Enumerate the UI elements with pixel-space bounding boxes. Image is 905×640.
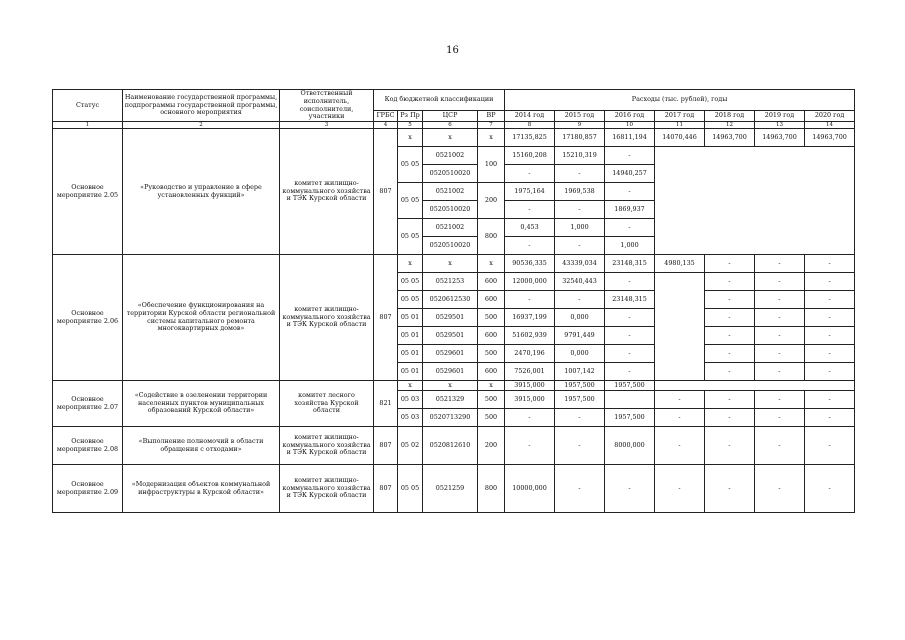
value-cell: - [605, 327, 655, 345]
vr-cell: 600 [478, 273, 505, 291]
header-status: Статус [53, 90, 123, 122]
value-cell: 15210,319 [555, 147, 605, 165]
value-cell: - [805, 465, 855, 513]
value-cell: 1975,164 [505, 183, 555, 201]
header-year: 2014 год [505, 111, 555, 122]
value-cell: - [555, 201, 605, 219]
value-cell: 90536,335 [505, 255, 555, 273]
value-cell: 23148,315 [605, 291, 655, 309]
value-cell: - [705, 465, 755, 513]
value-cell: - [655, 391, 705, 409]
value-cell: 1869,937 [605, 201, 655, 219]
value-cell: - [755, 273, 805, 291]
value-cell: 32540,443 [555, 273, 605, 291]
col-number: 2 [123, 122, 280, 129]
header-year: 2017 год [655, 111, 705, 122]
empty-cell [655, 381, 855, 391]
csr-cell: 0520510020 [423, 201, 478, 219]
value-cell: - [805, 363, 855, 381]
header-responsible: Ответственный исполнитель, соисполнители, участники [280, 90, 374, 122]
value-cell: - [805, 291, 855, 309]
grbs-cell: 807 [374, 427, 398, 465]
value-cell: 16937,199 [505, 309, 555, 327]
value-cell: - [605, 465, 655, 513]
value-cell: - [605, 309, 655, 327]
value-cell: - [605, 219, 655, 237]
value-cell: - [705, 291, 755, 309]
value-cell: 23148,315 [605, 255, 655, 273]
header-year: 2018 год [705, 111, 755, 122]
vr-cell: 600 [478, 327, 505, 345]
grbs-cell: 821 [374, 381, 398, 427]
header-name: Наименование государственной программы, подпрограммы государственной программы, основного мероприятия [123, 90, 280, 122]
header-rzpr: Рз Пр [398, 111, 423, 122]
grbs-cell: 807 [374, 465, 398, 513]
col-number: 7 [478, 122, 505, 129]
value-cell: - [755, 309, 805, 327]
csr-cell: 0521002 [423, 219, 478, 237]
value-cell: - [705, 309, 755, 327]
col-number: 4 [374, 122, 398, 129]
col-number: 9 [555, 122, 605, 129]
col-number: 11 [655, 122, 705, 129]
vr-cell: 800 [478, 219, 505, 255]
value-cell: - [755, 363, 805, 381]
value-cell: - [605, 183, 655, 201]
value-cell: - [705, 409, 755, 427]
csr-cell: х [423, 129, 478, 147]
vr-cell: 500 [478, 409, 505, 427]
responsible-cell: комитет жилищно-коммунального хозяйства и ТЭК Курской области [280, 465, 374, 513]
csr-cell: 0529501 [423, 309, 478, 327]
value-cell: - [805, 409, 855, 427]
responsible-cell: комитет лесного хозяйства Курской области [280, 381, 374, 427]
name-cell: «Обеспечение функционирования на территории Курской области региональной системы капитального ремонта многоквартирных домов» [123, 255, 280, 381]
value-cell: 1957,500 [555, 381, 605, 391]
value-cell: - [555, 427, 605, 465]
value-cell: 1957,500 [555, 391, 605, 409]
col-number: 5 [398, 122, 423, 129]
value-cell: - [755, 327, 805, 345]
name-cell: «Содействие в озеленении территории населенных пунктов муниципальных образований Курской области» [123, 381, 280, 427]
responsible-cell: комитет жилищно-коммунального хозяйства и ТЭК Курской области [280, 129, 374, 255]
table-row [53, 465, 855, 513]
table-row [53, 255, 855, 273]
csr-cell: х [423, 255, 478, 273]
grbs-cell: 807 [374, 255, 398, 381]
value-cell: 16811,194 [605, 129, 655, 147]
csr-cell: 0521329 [423, 391, 478, 409]
grbs-cell: 807 [374, 129, 398, 255]
header-budget-code: Код бюджетной классификации [374, 90, 505, 111]
value-cell: - [805, 273, 855, 291]
rz-cell: 05 05 [398, 183, 423, 219]
header-year: 2016 год [605, 111, 655, 122]
header-year: 2020 год [805, 111, 855, 122]
rz-cell: х [398, 129, 423, 147]
header-vr: ВР [478, 111, 505, 122]
csr-cell: 0520812610 [423, 427, 478, 465]
value-cell: - [755, 345, 805, 363]
value-cell: - [805, 255, 855, 273]
status-cell: Основное мероприятие 2.09 [53, 465, 123, 513]
rz-cell: 05 05 [398, 273, 423, 291]
value-cell: - [805, 309, 855, 327]
value-cell: - [705, 327, 755, 345]
rz-cell: х [398, 381, 423, 391]
rz-cell: 05 05 [398, 219, 423, 255]
value-cell: - [505, 237, 555, 255]
table-row [53, 129, 855, 147]
rz-cell: 05 01 [398, 327, 423, 345]
value-cell: - [555, 291, 605, 309]
value-cell: - [755, 255, 805, 273]
csr-cell: 0520713290 [423, 409, 478, 427]
value-cell: - [655, 427, 705, 465]
value-cell: - [605, 345, 655, 363]
vr-cell: 200 [478, 183, 505, 219]
col-number: 13 [755, 122, 805, 129]
responsible-cell: комитет жилищно-коммунального хозяйства и ТЭК Курской области [280, 427, 374, 465]
csr-cell: 0520510020 [423, 237, 478, 255]
col-number: 6 [423, 122, 478, 129]
csr-cell: 0521002 [423, 147, 478, 165]
value-cell: - [705, 273, 755, 291]
csr-cell: 0521259 [423, 465, 478, 513]
table-row [53, 427, 855, 465]
value-cell: - [755, 409, 805, 427]
value-cell: - [555, 165, 605, 183]
value-cell: - [505, 291, 555, 309]
table-row [53, 381, 855, 391]
value-cell: - [705, 427, 755, 465]
header-csr: ЦСР [423, 111, 478, 122]
vr-cell: 600 [478, 363, 505, 381]
value-cell: - [705, 255, 755, 273]
col-number: 12 [705, 122, 755, 129]
col-number: 10 [605, 122, 655, 129]
value-cell: 43339,034 [555, 255, 605, 273]
value-cell: - [505, 427, 555, 465]
rz-cell: 05 03 [398, 391, 423, 409]
vr-cell: х [478, 129, 505, 147]
csr-cell: 0529501 [423, 327, 478, 345]
value-cell: - [755, 465, 805, 513]
rz-cell: 05 05 [398, 465, 423, 513]
name-cell: «Модернизация объектов коммунальной инфраструктуры в Курской области» [123, 465, 280, 513]
value-cell: - [805, 427, 855, 465]
value-cell: - [555, 465, 605, 513]
col-number: 3 [280, 122, 374, 129]
vr-cell: 600 [478, 291, 505, 309]
value-cell: - [805, 327, 855, 345]
value-cell: - [705, 391, 755, 409]
value-cell: 1957,500 [605, 409, 655, 427]
vr-cell: 500 [478, 391, 505, 409]
value-cell: 51602,939 [505, 327, 555, 345]
status-cell: Основное мероприятие 2.08 [53, 427, 123, 465]
responsible-cell: комитет жилищно-коммунального хозяйства и ТЭК Курской области [280, 255, 374, 381]
col-number: 1 [53, 122, 123, 129]
vr-cell: 100 [478, 147, 505, 183]
value-cell: - [655, 409, 705, 427]
value-cell: - [555, 409, 605, 427]
status-cell: Основное мероприятие 2.07 [53, 381, 123, 427]
value-cell: 14963,700 [755, 129, 805, 147]
rz-cell: х [398, 255, 423, 273]
csr-cell: х [423, 381, 478, 391]
status-cell: Основное мероприятие 2.05 [53, 129, 123, 255]
header-expenses: Расходы (тыс. рублей), годы [505, 90, 855, 111]
vr-cell: 500 [478, 309, 505, 327]
rz-cell: 05 05 [398, 147, 423, 183]
name-cell: «Руководство и управление в сфере установленных функций» [123, 129, 280, 255]
value-cell: - [505, 409, 555, 427]
value-cell: 2470,196 [505, 345, 555, 363]
value-cell: - [605, 147, 655, 165]
value-cell: 1,000 [555, 219, 605, 237]
value-cell: 9791,449 [555, 327, 605, 345]
rz-cell: 05 01 [398, 363, 423, 381]
value-cell: 7526,001 [505, 363, 555, 381]
value-cell: 3915,000 [505, 381, 555, 391]
value-cell: 17135,825 [505, 129, 555, 147]
value-cell: - [705, 363, 755, 381]
value-cell: - [755, 391, 805, 409]
value-cell: - [655, 465, 705, 513]
value-cell: - [805, 391, 855, 409]
header-year: 2015 год [555, 111, 605, 122]
csr-cell: 0529601 [423, 363, 478, 381]
value-cell: 10000,000 [505, 465, 555, 513]
vr-cell: 200 [478, 427, 505, 465]
csr-cell: 0521253 [423, 273, 478, 291]
vr-cell: 800 [478, 465, 505, 513]
value-cell: - [755, 291, 805, 309]
csr-cell: 0521002 [423, 183, 478, 201]
col-number: 14 [805, 122, 855, 129]
csr-cell: 0520510020 [423, 165, 478, 183]
vr-cell: х [478, 381, 505, 391]
col-number: 8 [505, 122, 555, 129]
header-grbs: ГРБС [374, 111, 398, 122]
value-cell: 12000,000 [505, 273, 555, 291]
value-cell: - [505, 165, 555, 183]
value-cell: 1957,500 [605, 381, 655, 391]
name-cell: «Выполнение полномочий в области обращения с отходами» [123, 427, 280, 465]
value-cell: - [605, 273, 655, 291]
value-cell: 14963,700 [705, 129, 755, 147]
value-cell: 14963,700 [805, 129, 855, 147]
budget-table [52, 89, 855, 513]
value-cell: 0,000 [555, 309, 605, 327]
value-cell: 0,000 [555, 345, 605, 363]
csr-cell: 0529601 [423, 345, 478, 363]
value-cell: - [755, 427, 805, 465]
csr-cell: 0520612530 [423, 291, 478, 309]
value-cell: 14940,257 [605, 165, 655, 183]
rz-cell: 05 01 [398, 309, 423, 327]
vr-cell: х [478, 255, 505, 273]
vr-cell: 500 [478, 345, 505, 363]
value-cell [605, 391, 655, 409]
empty-cell [655, 273, 705, 381]
page-number: 16 [446, 45, 459, 56]
value-cell: 0,453 [505, 219, 555, 237]
value-cell: - [605, 363, 655, 381]
rz-cell: 05 02 [398, 427, 423, 465]
value-cell: - [705, 345, 755, 363]
value-cell: 15160,208 [505, 147, 555, 165]
value-cell: - [555, 237, 605, 255]
header-year: 2019 год [755, 111, 805, 122]
value-cell: - [505, 201, 555, 219]
value-cell: 1007,142 [555, 363, 605, 381]
value-cell: 17180,857 [555, 129, 605, 147]
rz-cell: 05 05 [398, 291, 423, 309]
value-cell: 1969,538 [555, 183, 605, 201]
value-cell: 3915,000 [505, 391, 555, 409]
value-cell: 8000,000 [605, 427, 655, 465]
status-cell: Основное мероприятие 2.06 [53, 255, 123, 381]
empty-cell [655, 147, 855, 255]
value-cell: 1,000 [605, 237, 655, 255]
rz-cell: 05 03 [398, 409, 423, 427]
value-cell: - [805, 345, 855, 363]
rz-cell: 05 01 [398, 345, 423, 363]
value-cell: 4980,135 [655, 255, 705, 273]
value-cell: 14070,446 [655, 129, 705, 147]
